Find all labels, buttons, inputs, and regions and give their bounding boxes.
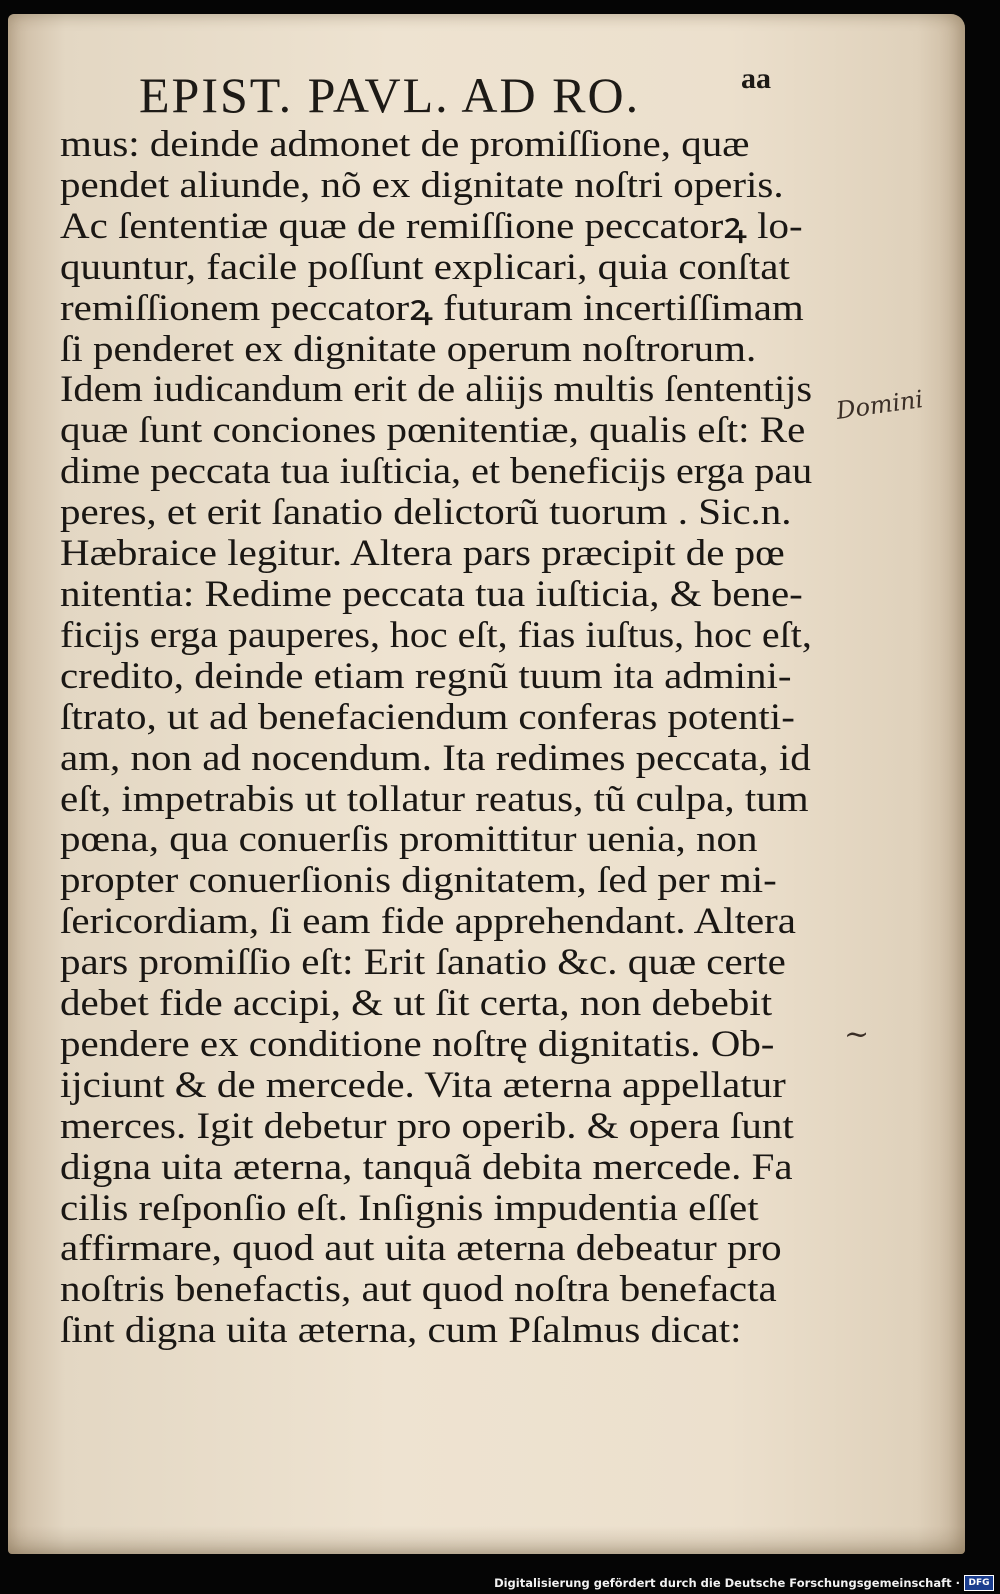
text-line: Hæbraice legitur. Altera pars præcipit de pœ: [60, 532, 785, 574]
text-line: am, non ad nocendum. Ita redimes peccata, id: [60, 736, 811, 778]
text-line: noſtris benefactis, aut quod noſtra benefacta: [60, 1268, 777, 1310]
text-line: quuntur, facile poſſunt explicari, quia conſtat: [60, 245, 790, 287]
text-line: merces. Igit debetur pro operib. & opera ſunt: [60, 1104, 794, 1146]
text-line: quæ ſunt conciones pœnitentiæ, qualis eſt: Re: [60, 409, 806, 451]
handwritten-margin-note: Domini: [834, 385, 925, 425]
text-line: pars promiſſio eſt: Erit ſanatio &c. quæ certe: [60, 941, 786, 983]
text-line: propter conuerſionis dignitatem, ſed per mi-: [60, 859, 777, 901]
text-line: ſericordiam, ſi eam fide apprehendant. Altera: [60, 900, 796, 942]
dfg-logo: DFG: [964, 1575, 994, 1591]
text-line: ĳciunt & de mercede. Vita æterna appellatur: [60, 1063, 786, 1105]
folio-number: aa: [741, 62, 771, 95]
text-line: peres, et erit ſanatio delictorũ tuorum . Sic.n.: [60, 491, 792, 533]
running-head: EPIST. PAVL. AD RO.: [139, 67, 641, 123]
text-line: digna uita æterna, tanquã debita mercede. Fa: [60, 1145, 793, 1187]
handwritten-margin-mark: ~: [844, 1017, 870, 1052]
text-line: eſt, impetrabis ut tollatur reatus, tũ culpa, tum: [60, 777, 809, 819]
text-line: pœna, qua conuerſis promittitur uenia, non: [60, 818, 758, 860]
text-line: nitentia: Redime peccata tua iuſticia, & bene-: [60, 572, 803, 614]
text-line: pendere ex conditione noſtrę dignitatis. Ob-: [60, 1022, 775, 1064]
text-line: dime peccata tua iuſticia, et beneficĳs erga pau: [60, 450, 813, 492]
body-text: [60, 124, 820, 1351]
text-line: debet fide accipi, & ut ſit certa, non debebit: [60, 982, 773, 1024]
text-line: cilis reſponſio eſt. Inſignis impudentia eſſet: [60, 1186, 759, 1228]
book-page: [8, 14, 965, 1554]
text-line: pendet aliunde, nõ ex dignitate noſtri operis.: [60, 163, 784, 205]
digitization-credit: Digitalisierung gefördert durch die Deutsche Forschungsgemeinschaft ·: [494, 1576, 960, 1590]
text-line: ſi penderet ex dignitate operum noſtrorum.: [60, 327, 757, 369]
text-line: Idem iudicandum erit de aliĳs multis ſententĳs: [60, 368, 813, 410]
text-line: Ac ſententiæ quæ de remiſſione peccatorꝝ lo-: [60, 204, 803, 246]
text-line: remiſſionem peccatorꝝ futuram incertiſſimam: [60, 286, 804, 328]
text-line: affirmare, quod aut uita æterna debeatur pro: [60, 1227, 782, 1269]
text-line: mus: deinde admonet de promiſſione, quæ: [60, 123, 750, 164]
text-line: ſtrato, ut ad benefaciendum conferas potenti-: [60, 695, 795, 737]
text-line: ficĳs erga pauperes, hoc eſt, fias iuſtus, hoc eſt,: [60, 613, 812, 655]
text-line: credito, deinde etiam regnũ tuum ita admini-: [60, 654, 792, 696]
text-line: ſint digna uita æterna, cum Pſalmus dicat:: [60, 1309, 742, 1351]
page-bottom-edge: [8, 1526, 965, 1554]
